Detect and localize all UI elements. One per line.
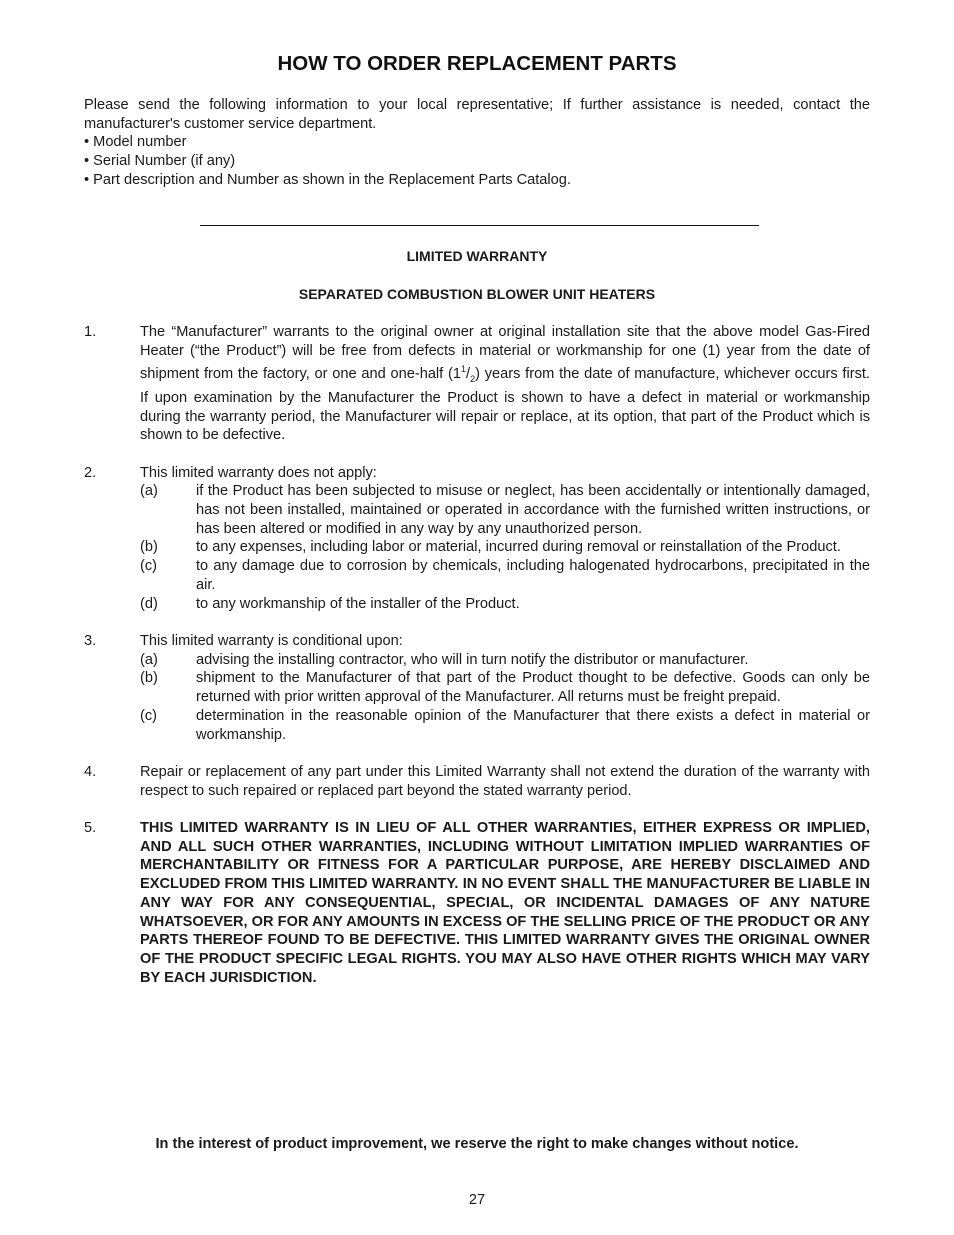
sub-item — [140, 482, 870, 538]
disclaimer-text: THIS LIMITED WARRANTY IS IN LIEU OF ALL OTHER WARRANTIES, EITHER EXPRESS OR IMPLIED, AND ALL SUCH OTHER WARRANTIES, INCLUDING WITHOUT LIMITATION IMPLIED WARRANTIES OF MERCHANTABILITY OR FITNESS FOR A PARTICULAR PURPOSE, ARE HEREBY DISCLAIMED AND EXCLUDED FROM THIS LIMITED WARRANTY. IN NO EVENT SHALL THE MANUFACTURER BE LIABLE IN ANY WAY FOR ANY CONSEQUENTIAL, SPECIAL, OR INCIDENTAL DAMAGES OF ANY NATURE WHATSOEVER, OR FOR ANY AMOUNTS IN EXCESS OF THE SELLING PRICE OF THE PRODUCT OR ANY PARTS THEREOF FOUND TO BE DEFECTIVE. THIS LIMITED WARRANTY GIVES THE ORIGINAL OWNER OF THE PRODUCT SPECIFIC LEGAL RIGHTS. YOU MAY ALSO HAVE OTHER RIGHTS WHICH MAY VARY BY EACH JURISDICTION. — [140, 819, 870, 986]
sub-item-text: shipment to the Manufacturer of that part of the Product thought to be defective. Goods can only be returned with prior written approval of the Manufacturer. All returns must be freight prepaid. — [196, 670, 870, 706]
sub-item-text: to any damage due to corrosion by chemicals, including halogenated hydrocarbons, precipitated in the air. — [196, 558, 870, 593]
intro-text: Please send the following information to your local representative; If further assistance is needed, contact the manufacturer's customer service department. — [84, 97, 870, 132]
warranty-subtitle: SEPARATED COMBUSTION BLOWER UNIT HEATERS — [298, 286, 656, 302]
bullet-item: • Model number — [84, 134, 187, 151]
sub-item — [140, 595, 870, 614]
sub-item-letter: (b) — [140, 539, 158, 556]
page-number: 27 — [468, 1192, 486, 1208]
item-number: 1. — [84, 324, 97, 340]
divider-line — [200, 225, 759, 226]
order-parts-section — [84, 50, 870, 190]
bullet-item: • Part description and Number as shown in the Replacement Parts Catalog. — [84, 171, 571, 188]
footer-note: In the interest of product improvement, we reserve the right to make changes without notice. — [155, 1136, 799, 1152]
item-number: 4. — [84, 763, 97, 780]
sub-item-text: advising the installing contractor, who will in turn notify the distributor or manufacturer. — [196, 651, 749, 668]
sub-item-letter: (c) — [140, 707, 158, 724]
item-text: This limited warranty is conditional upon: — [140, 632, 403, 649]
sub-item-letter: (c) — [140, 558, 158, 575]
sub-item — [140, 538, 870, 557]
sub-item-text: to any expenses, including labor or material, incurred during removal or reinstallation of the Product. — [196, 539, 841, 556]
item-text: The “Manufacturer” warrants to the original owner at original installation site that the above model Gas-Fired Heater (“the Product”) will be free from defects in material or workmanship for one (1) year from the date of shipment from the factory, or one and one-half $(1^1/_2)$ years from the date of manufacture, whichever occurs first. If upon examination by the Manufacturer the Product is shown to have a defect in material or workmanship during the warranty period, the Manufacturer will repair or replace, at its option, that part of the Product which is shown to be defective. — [140, 324, 870, 444]
warranty-item — [84, 632, 870, 744]
intro-block — [84, 96, 870, 190]
item-text: This limited warranty does not apply: — [140, 464, 377, 481]
warranty-item — [84, 763, 870, 800]
warranty-item — [84, 323, 870, 445]
warranty-item — [84, 819, 870, 987]
item-number: 3. — [84, 632, 97, 649]
sub-item-letter: (d) — [140, 595, 158, 612]
sub-item — [140, 557, 870, 594]
warranty-item — [84, 464, 870, 614]
bullet-item: • Serial Number (if any) — [84, 153, 236, 170]
sub-item-letter: (a) — [140, 651, 158, 668]
sub-item — [140, 669, 870, 706]
sub-item — [140, 707, 870, 744]
sub-item-text: to any workmanship of the installer of the Product. — [196, 595, 520, 612]
item-number: 5. — [84, 819, 97, 836]
warranty-items — [84, 323, 870, 987]
item-text: Repair or replacement of any part under this Limited Warranty shall not extend the duration of the warranty with respect to such repaired or replaced part beyond the stated warranty period. — [140, 763, 870, 799]
sub-item-text: if the Product has been subjected to misuse or neglect, has been accidentally or intentionally damaged, has not been installed, maintained or operated in accordance with the furnished written instructions, or has been altered or modified in any way by any unauthorized person. — [196, 483, 870, 537]
sub-item — [140, 651, 870, 670]
sub-item-letter: (a) — [140, 483, 158, 500]
page-heading: HOW TO ORDER REPLACEMENT PARTS — [277, 52, 677, 75]
item-number: 2. — [84, 464, 97, 481]
sub-item-letter: (b) — [140, 670, 158, 687]
warranty-title: LIMITED WARRANTY — [406, 248, 548, 264]
sub-item-text: determination in the reasonable opinion of the Manufacturer that there exists a defect in material or workmanship. — [196, 707, 870, 743]
